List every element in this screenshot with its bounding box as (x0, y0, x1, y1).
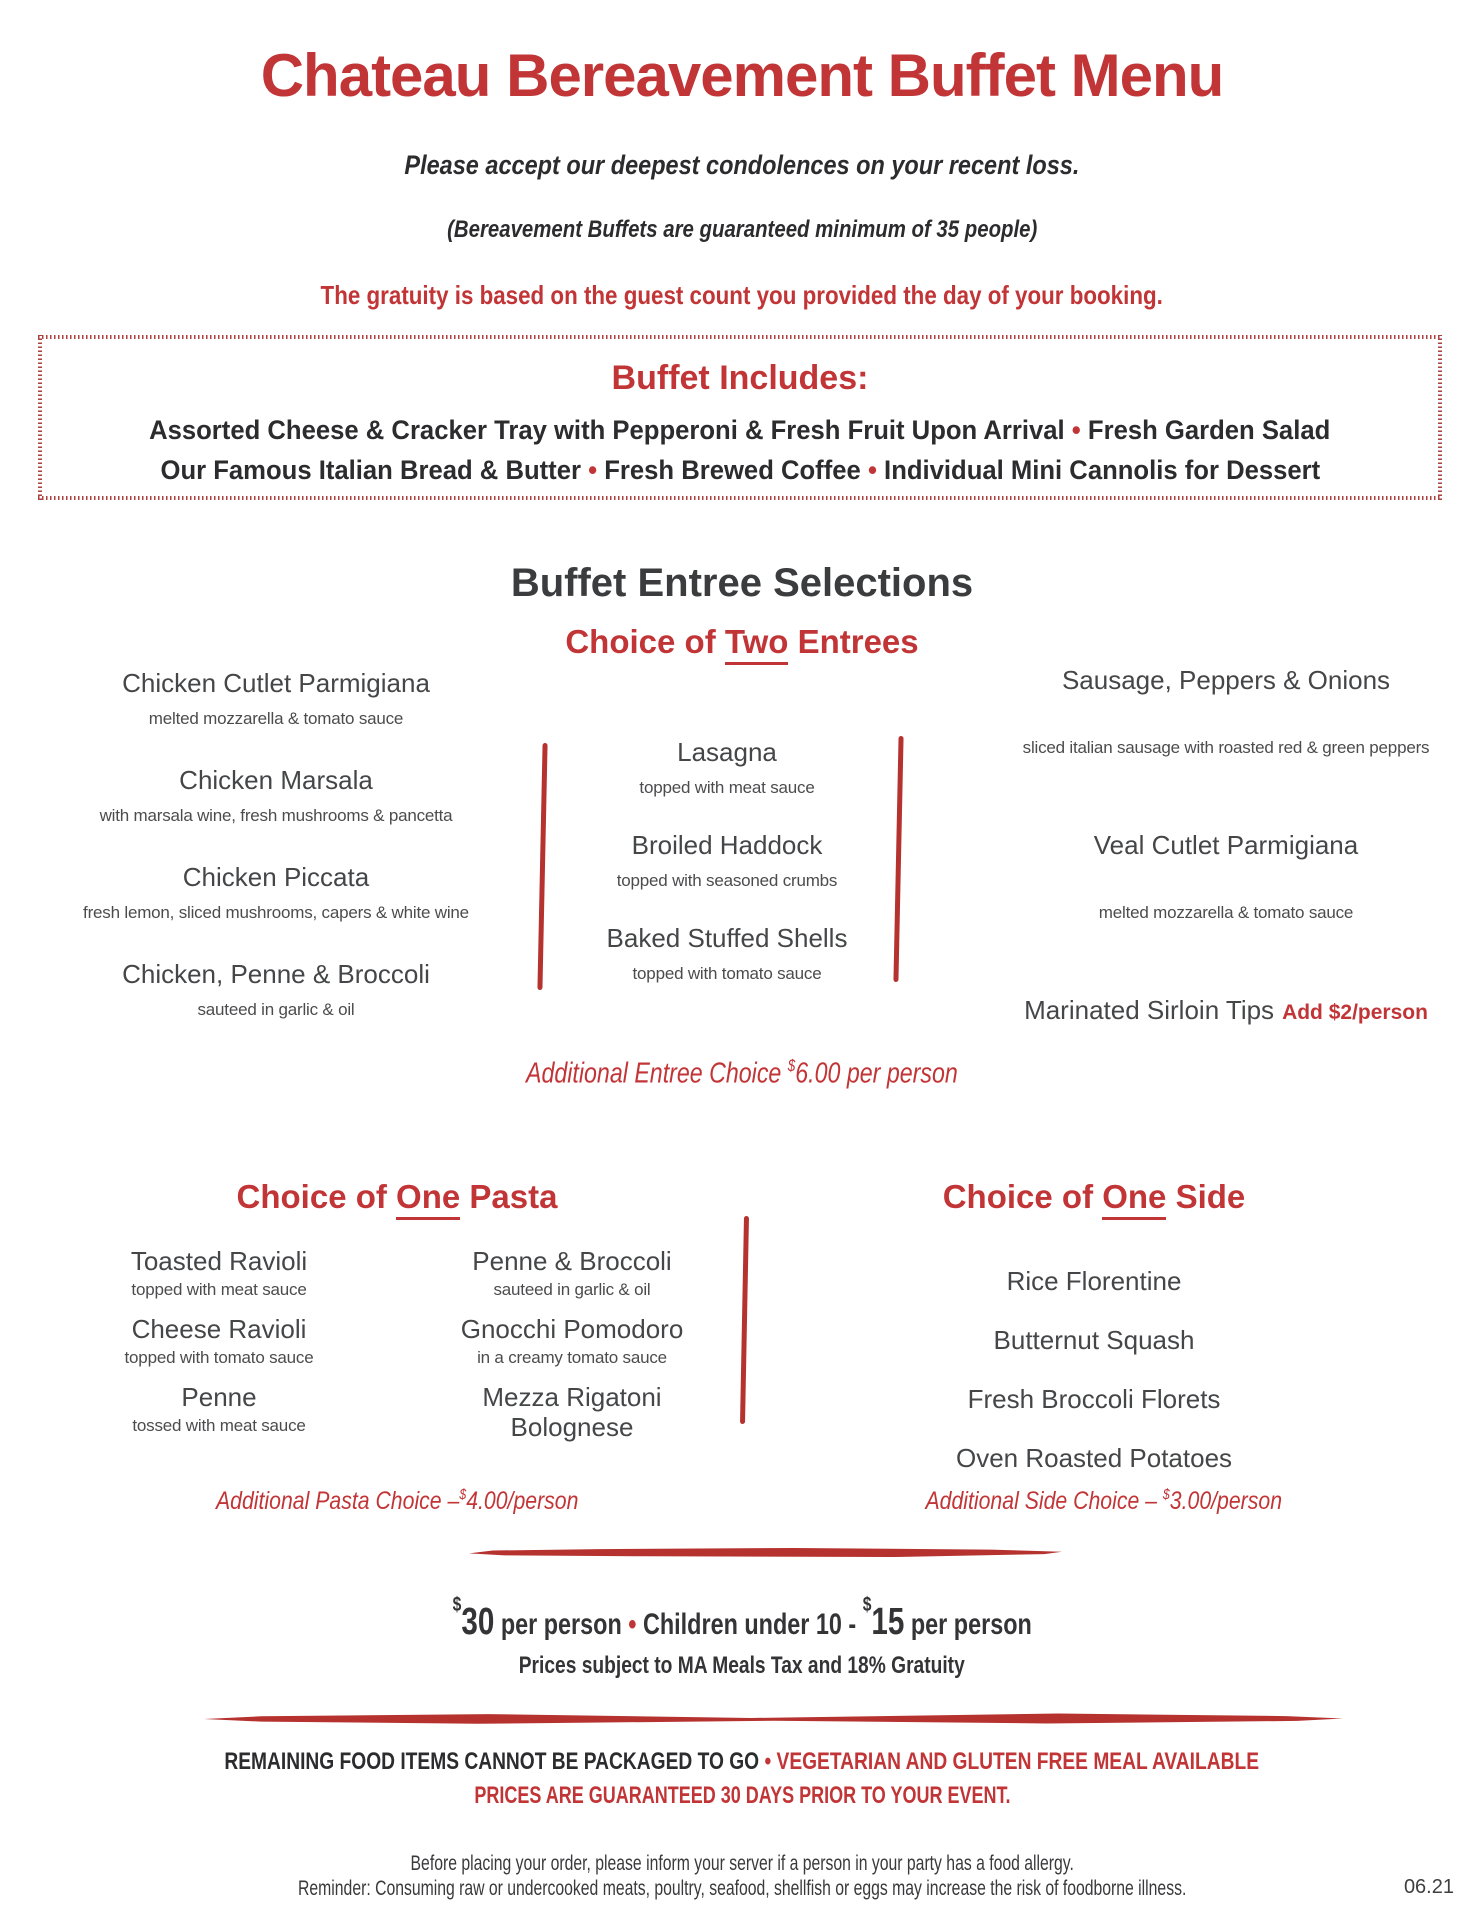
additional-pasta-text (216, 1488, 578, 1516)
bullet-separator: • (628, 1608, 637, 1641)
allergy-note-1 (0, 1852, 1484, 1876)
side-list (894, 1266, 1294, 1502)
item-name: Chicken Piccata (182, 862, 370, 892)
tax-note (0, 1652, 1484, 1680)
choice-count-underlined: One (1102, 1178, 1166, 1220)
item-name (986, 995, 1466, 1028)
menu-item (986, 665, 1466, 756)
surcharge-badge: Add $2/person (1282, 1001, 1428, 1024)
note-text: Additional Side Choice – (925, 1487, 1163, 1515)
divider-brush-horizontal (204, 1713, 1343, 1724)
choice-suffix: Pasta (460, 1178, 558, 1215)
item-name: Toasted Ravioli (130, 1246, 308, 1276)
includes-line-1 (38, 417, 1442, 444)
tax-note-text: Prices subject to MA Meals Tax and 18% Gratuity (518, 1652, 965, 1679)
item-name: Mezza Rigatoni Bolognese (482, 1382, 662, 1442)
item-desc: with marsala wine, fresh mushrooms & pancetta (99, 806, 453, 825)
menu-item (527, 830, 927, 889)
item-name: Baked Stuffed Shells (606, 923, 848, 953)
includes-item: Fresh Brewed Coffee (603, 455, 861, 485)
guarantee-note (0, 216, 1484, 244)
menu-item (402, 1382, 742, 1442)
choice-count-underlined: Two (725, 623, 789, 665)
item-name: Cheese Ravioli (131, 1314, 307, 1344)
child-price: 15 (871, 1601, 905, 1643)
item-desc: in a creamy tomato sauce (477, 1348, 667, 1367)
item-desc: topped with meat sauce (131, 1280, 307, 1299)
currency-sup: $ (787, 1056, 796, 1076)
menu-item (26, 959, 526, 1018)
pasta-choice-heading (0, 1180, 794, 1213)
includes-item: Fresh Garden Salad (1088, 415, 1331, 445)
side-item: Oven Roasted Potatoes (955, 1443, 1233, 1473)
version-label: 06.21 (1403, 1876, 1454, 1898)
side-choice-heading (894, 1180, 1294, 1213)
allergy-note-2 (0, 1877, 1484, 1901)
note-text: 3.00/person (1169, 1487, 1283, 1515)
condolence-text: Please accept our deepest condolences on your recent loss. (404, 150, 1080, 180)
item-desc: melted mozzarella & tomato sauce (148, 709, 404, 728)
bullet-separator: • (587, 455, 597, 485)
item-name: Broiled Haddock (631, 830, 823, 860)
item-desc: topped with tomato sauce (124, 1348, 314, 1367)
item-name: Lasagna (677, 737, 777, 767)
side-item: Butternut Squash (993, 1325, 1195, 1355)
pasta-column-left (59, 1246, 379, 1450)
item-name: Chicken, Penne & Broccoli (122, 959, 430, 989)
additional-side-text (925, 1488, 1282, 1516)
bullet-separator: • (867, 455, 877, 485)
price-text: Children under 10 - (636, 1608, 863, 1641)
entree-column-right (986, 665, 1466, 1102)
togo-black-text: REMAINING FOOD ITEMS CANNOT BE PACKAGED TO GO (224, 1748, 765, 1775)
menu-item (986, 830, 1466, 921)
entree-choice-heading (0, 625, 1484, 658)
price-text: per person (904, 1608, 1032, 1641)
menu-item (527, 923, 927, 982)
price-line (0, 1594, 1484, 1646)
gratuity-text: The gratuity is based on the guest count you provided the day of your booking. (320, 280, 1164, 310)
menu-item (402, 1246, 742, 1298)
item-name: Veal Cutlet Parmigiana (1093, 830, 1359, 860)
choice-prefix: Choice of (565, 623, 725, 660)
allergy-note-1-text: Before placing your order, please inform your server if a person in your party has a food allergy. (410, 1852, 1074, 1875)
menu-title: Chateau Bereavement Buffet Menu (260, 42, 1224, 109)
item-desc: topped with seasoned crumbs (616, 871, 838, 890)
entree-column-left (26, 668, 526, 1056)
item-desc: topped with tomato sauce (632, 964, 822, 983)
note-text: 4.00/person (465, 1487, 579, 1515)
menu-item (26, 668, 526, 727)
additional-pasta-note (0, 1488, 794, 1516)
side-item: Rice Florentine (1006, 1266, 1182, 1296)
choice-suffix: Entrees (788, 623, 919, 660)
item-desc: topped with meat sauce (639, 778, 815, 797)
menu-item (26, 862, 526, 921)
item-desc: melted mozzarella & tomato sauce (1098, 903, 1354, 922)
includes-item: Assorted Cheese & Cracker Tray with Pepperoni & Fresh Fruit Upon Arrival (149, 415, 1065, 445)
condolence-note (0, 150, 1484, 181)
menu-item (402, 1314, 742, 1366)
item-name: Chicken Marsala (179, 765, 373, 795)
choice-prefix: Choice of (942, 1178, 1103, 1215)
currency-sup: $ (1162, 1486, 1170, 1503)
menu-item (986, 995, 1466, 1028)
side-item: Fresh Broccoli Florets (967, 1384, 1221, 1414)
item-desc: sauteed in garlic & oil (197, 1000, 355, 1019)
price-line-text (452, 1594, 1032, 1646)
entree-section-title: Buffet Entree Selections (510, 561, 974, 605)
menu-item (26, 765, 526, 824)
currency-sup: $ (452, 1594, 462, 1616)
additional-side-note (894, 1488, 1294, 1516)
item-desc: tossed with meat sauce (132, 1416, 306, 1435)
additional-entree-note (0, 1058, 1484, 1091)
includes-item: Individual Mini Cannolis for Dessert (883, 455, 1320, 485)
currency-sup: $ (459, 1486, 466, 1503)
price-text: per person (494, 1608, 629, 1641)
choice-prefix: Choice of (236, 1178, 397, 1215)
pasta-column-right (402, 1246, 742, 1458)
menu-item (59, 1382, 379, 1434)
includes-line-1-text (149, 417, 1330, 444)
menu-item (527, 737, 927, 796)
adult-price: 30 (461, 1601, 495, 1643)
item-name: Gnocchi Pomodoro (460, 1314, 684, 1344)
divider-brush-horizontal (469, 1548, 1062, 1557)
entree-column-middle (527, 737, 927, 1016)
item-desc: sliced italian sausage with roasted red & green peppers (1022, 738, 1430, 757)
includes-line-2 (38, 457, 1442, 484)
item-name: Penne & Broccoli (472, 1246, 672, 1276)
currency-sup: $ (862, 1594, 872, 1616)
includes-item: Our Famous Italian Bread & Butter (160, 455, 581, 485)
includes-line-2-text (160, 457, 1320, 484)
note-text: 6.00 per person (795, 1057, 958, 1090)
price-guarantee-note (0, 1782, 1484, 1810)
guarantee-text: (Bereavement Buffets are guaranteed minimum of 35 people) (446, 216, 1038, 243)
item-name: Sausage, Peppers & Onions (1061, 665, 1391, 695)
note-text: Additional Entree Choice (526, 1057, 788, 1090)
gratuity-note (0, 280, 1484, 311)
togo-note (0, 1748, 1484, 1776)
includes-heading: Buffet Includes: (611, 359, 869, 397)
item-desc: fresh lemon, sliced mushrooms, capers & white wine (83, 903, 469, 922)
price-guarantee-text: PRICES ARE GUARANTEED 30 DAYS PRIOR TO YOUR EVENT. (473, 1782, 1011, 1809)
item-desc: sauteed in garlic & oil (493, 1280, 651, 1299)
note-text: Additional Pasta Choice – (215, 1487, 460, 1515)
additional-entree-text (526, 1058, 958, 1091)
includes-box (38, 335, 1442, 500)
menu-item (59, 1314, 379, 1366)
item-name: Chicken Cutlet Parmigiana (122, 668, 430, 698)
choice-count-underlined: One (396, 1178, 460, 1220)
allergy-note-2-text: Reminder: Consuming raw or undercooked meats, poultry, seafood, shellfish or eggs may increase the risk of foodborne illness. (297, 1877, 1187, 1900)
vegetarian-note: VEGETARIAN AND GLUTEN FREE MEAL AVAILABLE (771, 1748, 1260, 1775)
bullet-separator: • (764, 1748, 772, 1775)
togo-note-text (225, 1748, 1260, 1776)
bullet-separator: • (1072, 415, 1082, 445)
item-name: Penne (181, 1382, 257, 1412)
item-name-text: Marinated Sirloin Tips (1024, 995, 1275, 1025)
choice-suffix: Side (1166, 1178, 1246, 1215)
menu-item (59, 1246, 379, 1298)
